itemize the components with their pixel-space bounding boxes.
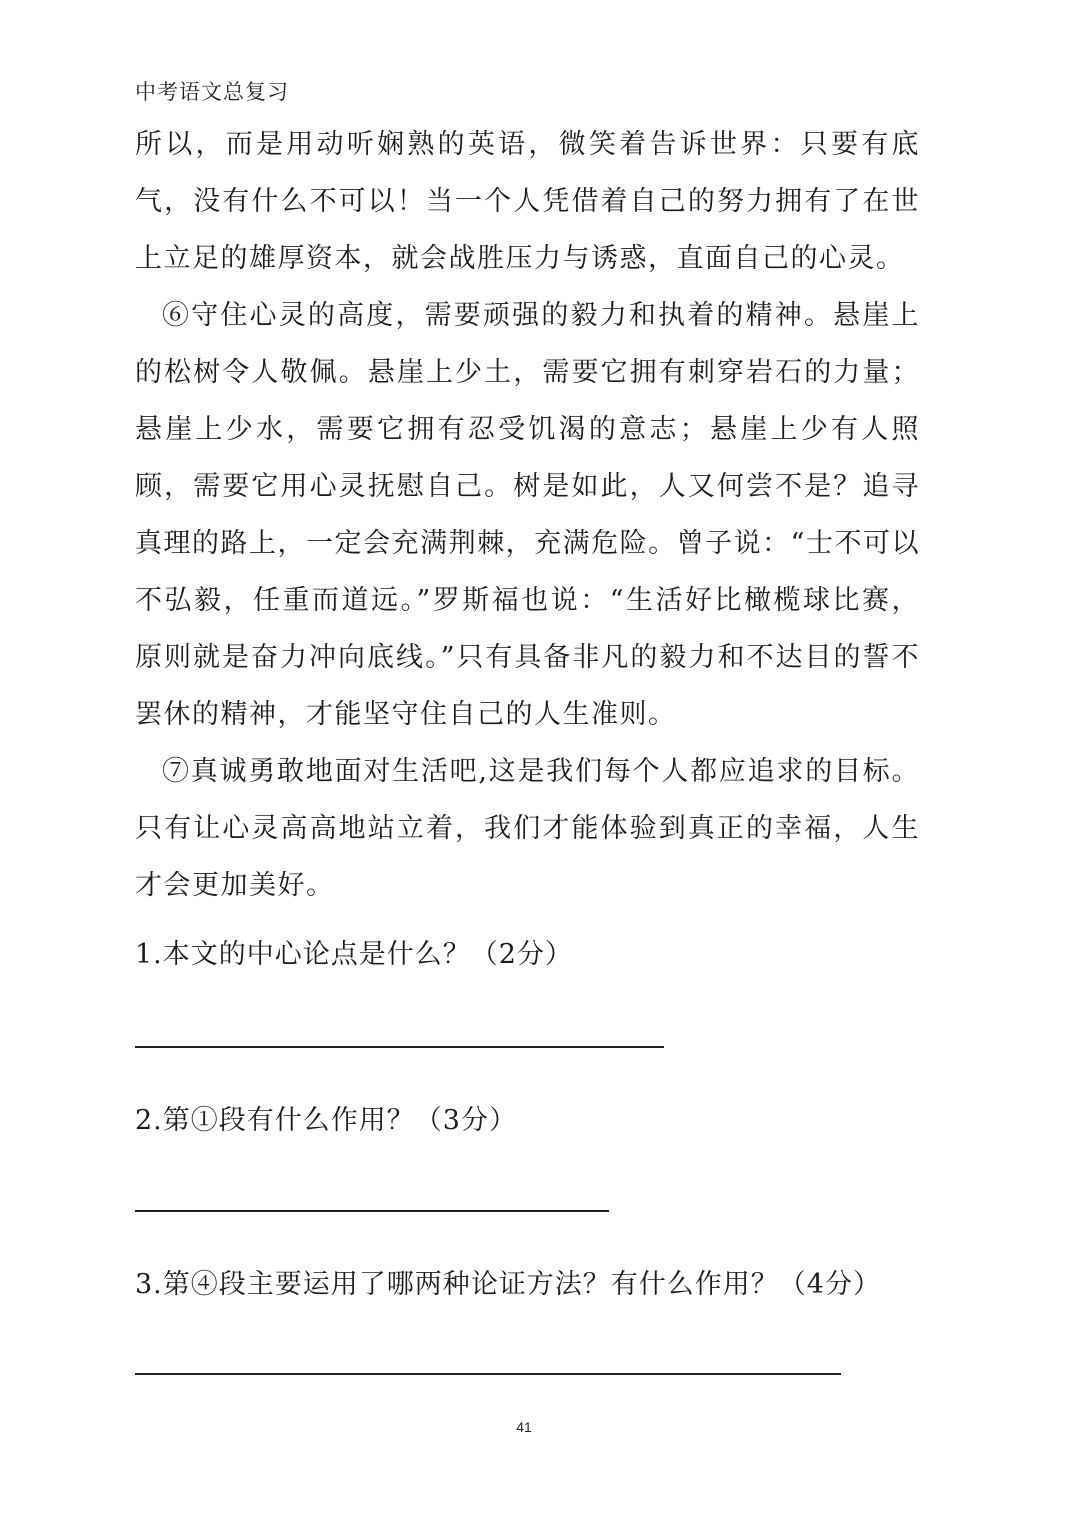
page-number: 41: [516, 1419, 532, 1435]
passage-paragraph: ⑦真诚勇敢地面对生活吧,这是我们每个人都应追求的目标。只有让心灵高高地站立着，我们才能体验到真正的幸福，人生才会更加美好。: [135, 756, 920, 901]
answer-line-2[interactable]: [135, 1210, 609, 1212]
question-2: 2.第①段有什么作用？（3分）: [135, 1105, 517, 1136]
question-3: 3.第④段主要运用了哪两种论证方法？有什么作用？（4分）: [135, 1269, 881, 1300]
question-1: 1.本文的中心论点是什么？（2分）: [135, 939, 573, 970]
passage-paragraph: 所以，而是用动听娴熟的英语，微笑着告诉世界：只要有底气，没有什么不可以！当一个人凭借着自己的努力拥有了在世上立足的雄厚资本，就会战胜压力与诱惑，直面自己的心灵。: [135, 129, 920, 274]
passage-paragraph: ⑥守住心灵的高度，需要顽强的毅力和执着的精神。悬崖上的松树令人敬佩。悬崖上少土，需要它拥有刺穿岩石的力量；悬崖上少水，需要它拥有忍受饥渴的意志；悬崖上少有人照顾，需要它用心灵抚慰自己。树是如此，人又何尝不是？追寻真理的路上，一定会充满荆棘，充满危险。曾子说：“士不可以不弘毅，任重而道远。”罗斯福也说：“生活好比橄榄球比赛，原则就是奋力冲向底线。”只有具备非凡的毅力和不达目的誓不罢休的精神，才能坚守住自己的人生准则。: [135, 300, 920, 730]
running-header: 中考语文总复习: [135, 80, 289, 104]
answer-line-3[interactable]: [135, 1373, 841, 1375]
passage-body: [135, 116, 920, 914]
answer-line-1[interactable]: [135, 1046, 664, 1048]
